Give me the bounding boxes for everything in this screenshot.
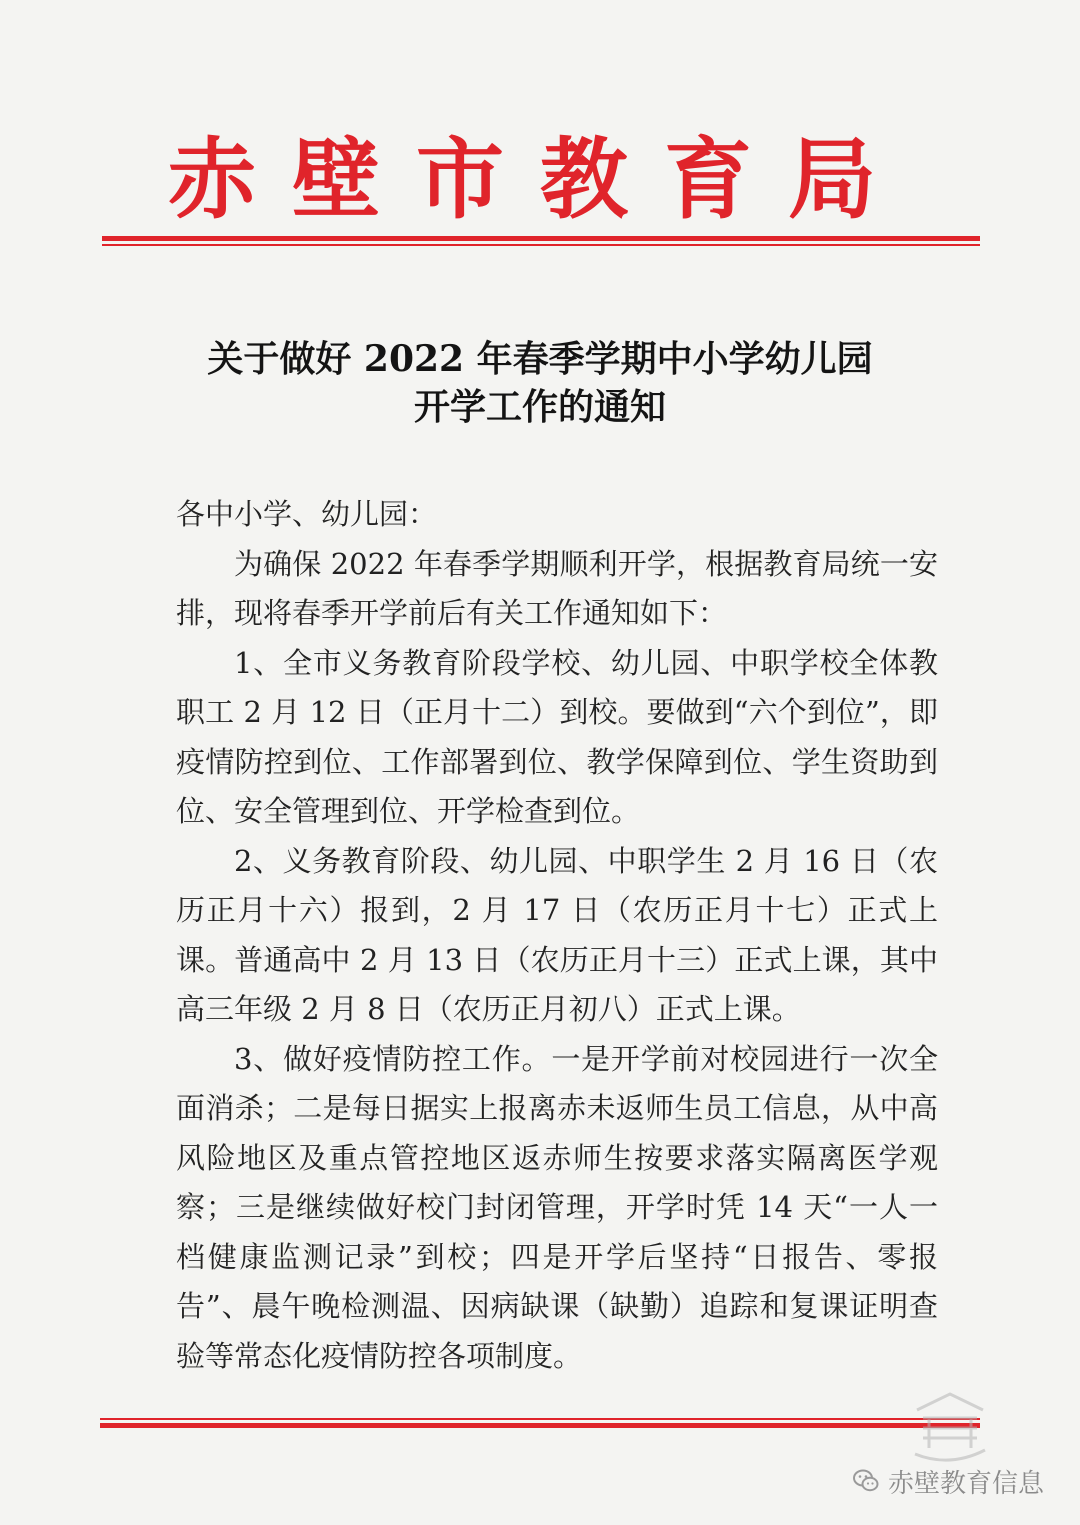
document-title-line-1: 关于做好 2022 年春季学期中小学幼儿园 [207, 338, 873, 380]
watermark-seal-icon [905, 1380, 995, 1470]
paragraph-item-2: 2、义务教育阶段、幼儿园、中职学生 2 月 16 日（农历正月十六）报到，2 月 17 日（农历正月十七）正式上课。普通高中 2 月 13 日（农历正月十三）正式上课，其中高三年级 2 月 8 日（农历正月初八）正式上课。 [176, 843, 938, 1026]
issuer-header: 赤壁市教育局 [167, 128, 912, 231]
wechat-icon [852, 1467, 880, 1495]
salutation: 各中小学、幼儿园： [176, 497, 438, 531]
header-divider-thick [102, 236, 980, 241]
footer-brand-label: 赤壁教育信息 [888, 1468, 1045, 1499]
document-title [150, 335, 930, 431]
document-title-line-2: 开学工作的通知 [413, 386, 666, 428]
paragraph-intro: 为确保 2022 年春季学期顺利开学，根据教育局统一安排，现将春季开学前后有关工作通知如下： [176, 546, 938, 630]
footer-brand[interactable] [852, 1461, 1044, 1501]
paragraph-item-3: 3、做好疫情防控工作。一是开学前对校园进行一次全面消杀；二是每日据实上报离赤未返师生员工信息，从中高风险地区及重点管控地区返赤师生按要求落实隔离医学观察；三是继续做好校门封闭管理，开学时凭 14 天“一人一档健康监测记录”到校；四是开学后坚持“日报告、零报告”、晨午晚检测温、因病缺课（缺勤）追踪和复课证明查验等常态化疫情防控各项制度。 [176, 1041, 938, 1373]
header-divider-thin [102, 244, 980, 246]
footer-divider-thin [100, 1418, 980, 1420]
document-body [176, 490, 938, 1381]
footer-divider-thick [100, 1423, 980, 1428]
paragraph-item-1: 1、全市义务教育阶段学校、幼儿园、中职学校全体教职工 2 月 12 日（正月十二）到校。要做到“六个到位”，即疫情防控到位、工作部署到位、教学保障到位、学生资助到位、安全管理到位、开学检查到位。 [176, 645, 938, 828]
